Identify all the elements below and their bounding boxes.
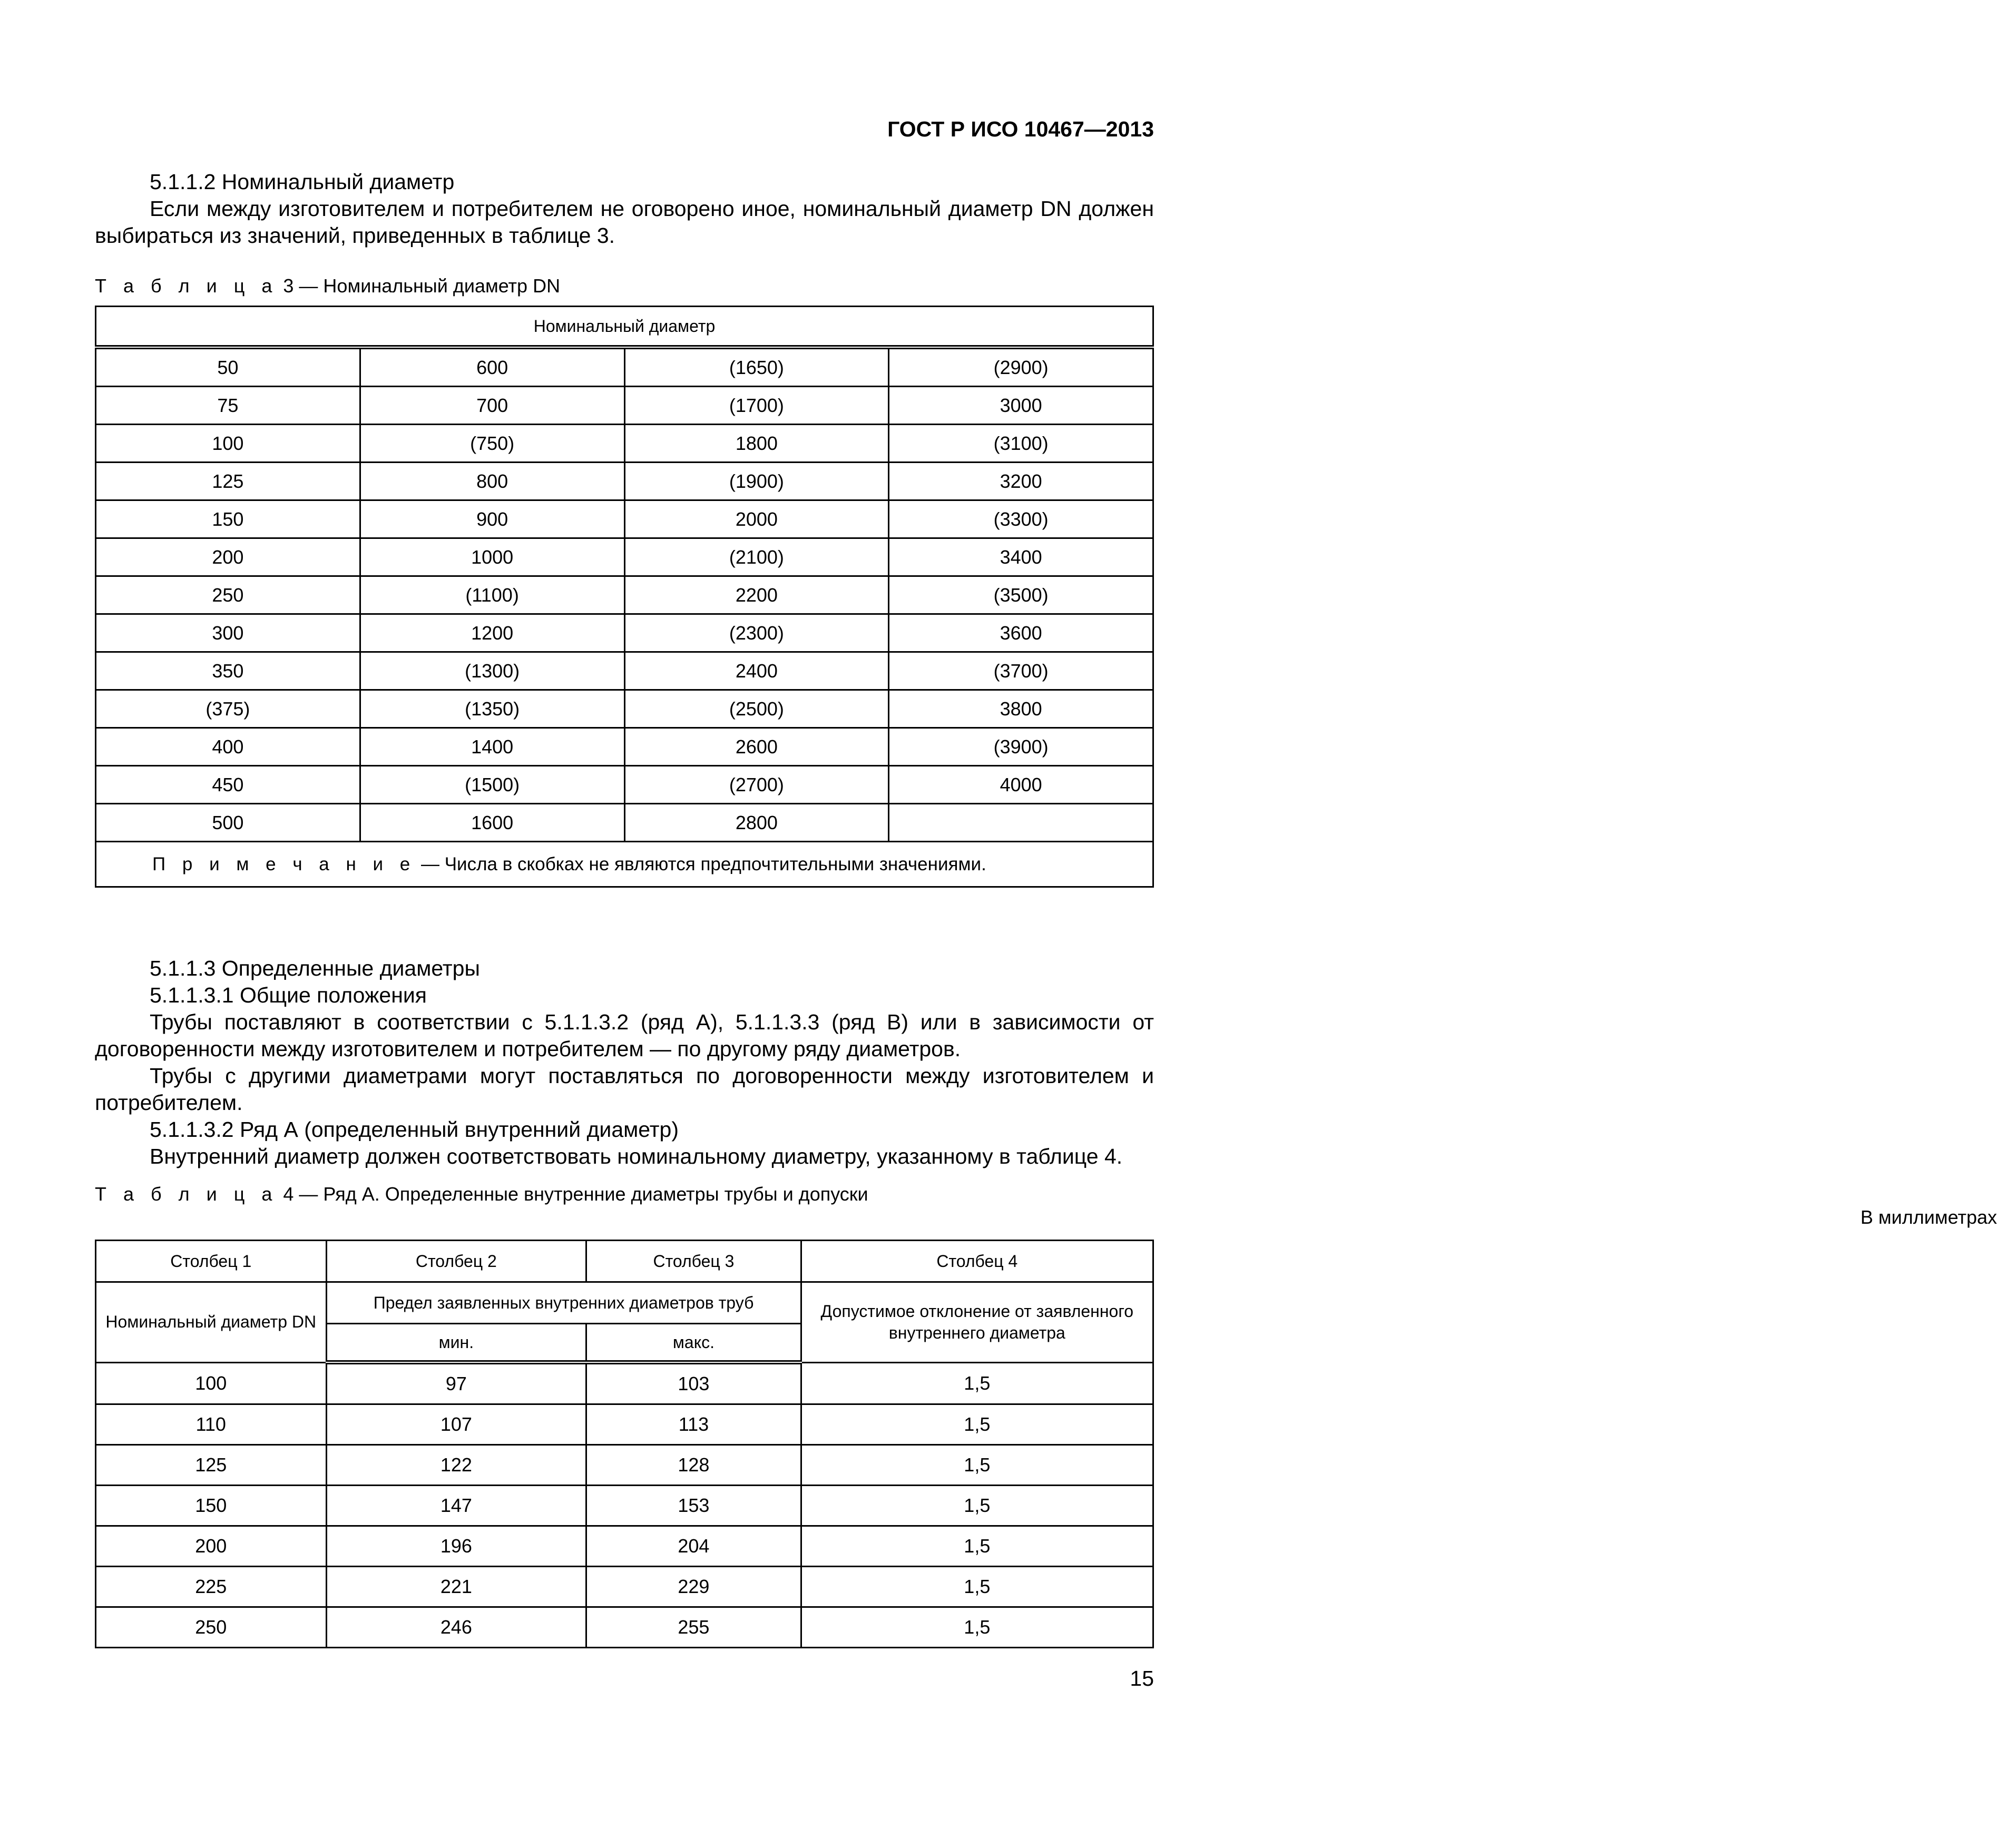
table-cell: 2800 (624, 804, 889, 842)
table-cell: (1500) (360, 766, 624, 804)
paragraph: Если между изготовителем и потребителем не оговорено иное, номинальный диаметр DN должен выбираться из значений, приведенных в таблице 3. (95, 196, 1154, 248)
table-cell: 1,5 (801, 1362, 1153, 1404)
table-row (96, 728, 1153, 766)
table-cell: 200 (96, 1526, 327, 1567)
table-cell: 150 (96, 1486, 327, 1526)
section-5-1-1-2 (95, 169, 1154, 249)
table-3 (95, 306, 1154, 888)
document-id: ГОСТ Р ИСО 10467—2013 (887, 117, 1154, 141)
table-cell: 100 (96, 1362, 327, 1404)
column-header: Столбец 2 (326, 1241, 586, 1282)
table-cell: 107 (326, 1404, 586, 1445)
table-cell: 300 (96, 614, 360, 652)
table-cell: 250 (96, 576, 360, 614)
table-row (96, 652, 1153, 690)
table-cell: 125 (96, 1445, 327, 1486)
table-cell: (1700) (624, 387, 889, 425)
table-cell: 1,5 (801, 1404, 1153, 1445)
table-cell: 97 (326, 1362, 586, 1404)
table-cell: 800 (360, 463, 624, 500)
table-4-body (96, 1241, 1153, 1648)
table-cell: (2100) (624, 538, 889, 576)
table-cell: 221 (326, 1567, 586, 1607)
note-label: П р и м е ч а н и е (152, 853, 416, 874)
column-header: Столбец 4 (801, 1241, 1153, 1282)
paragraph: Трубы с другими диаметрами могут поставляться по договоренности между изготовителем и потребителем. (95, 1064, 1154, 1115)
table-cell: 75 (96, 387, 360, 425)
table-cell: 3200 (889, 463, 1153, 500)
table-cell: (3900) (889, 728, 1153, 766)
table-cell: (2900) (889, 347, 1153, 387)
table-cell: (1650) (624, 347, 889, 387)
max-header: макс. (586, 1324, 801, 1363)
table-cell: (1300) (360, 652, 624, 690)
table-row (96, 425, 1153, 463)
table-row (96, 804, 1153, 842)
table-cell: 1,5 (801, 1445, 1153, 1486)
section-heading: 5.1.1.3 Определенные диаметры (150, 956, 480, 980)
table-cell (889, 804, 1153, 842)
caption-label: Т а б л и ц а (95, 1183, 278, 1205)
table-cell: 2200 (624, 576, 889, 614)
table-cell: 103 (586, 1362, 801, 1404)
table-cell: 2000 (624, 500, 889, 538)
table-row (96, 1445, 1153, 1486)
table-cell: 500 (96, 804, 360, 842)
table-cell: 125 (96, 463, 360, 500)
table-4-caption (95, 1183, 868, 1205)
caption-label: Т а б л и ц а (95, 275, 278, 297)
table-cell: (3700) (889, 652, 1153, 690)
table-row (96, 1404, 1153, 1445)
table-3-caption (95, 275, 560, 297)
diameter-range-header: Предел заявленных внутренних диаметров труб (326, 1282, 801, 1324)
table-cell: 1000 (360, 538, 624, 576)
table-cell: (375) (96, 690, 360, 728)
table-cell: 3800 (889, 690, 1153, 728)
table-cell: 246 (326, 1607, 586, 1648)
subsection-heading: 5.1.1.3.2 Ряд А (определенный внутренний диаметр) (150, 1117, 679, 1142)
table-cell: 3600 (889, 614, 1153, 652)
table-cell: 1400 (360, 728, 624, 766)
table-cell: 400 (96, 728, 360, 766)
column-header: Столбец 1 (96, 1241, 327, 1282)
table-cell: 200 (96, 538, 360, 576)
table-cell: 1600 (360, 804, 624, 842)
table-cell: 153 (586, 1486, 801, 1526)
table-row (96, 1486, 1153, 1526)
table-row (96, 500, 1153, 538)
table-cell: 1,5 (801, 1567, 1153, 1607)
table-cell: 113 (586, 1404, 801, 1445)
table-header-cell: Номинальный диаметр (96, 307, 1153, 348)
table-cell: 2600 (624, 728, 889, 766)
table-cell: 1,5 (801, 1486, 1153, 1526)
table-row (96, 1526, 1153, 1567)
table-note (96, 842, 1153, 887)
min-header: мин. (326, 1324, 586, 1363)
table-row (96, 387, 1153, 425)
table-cell: 1,5 (801, 1526, 1153, 1567)
table-cell: 4000 (889, 766, 1153, 804)
table-cell: (3300) (889, 500, 1153, 538)
note-text: — Числа в скобках не являются предпочтительными значениями. (416, 853, 986, 874)
table-row (96, 538, 1153, 576)
page-number: 15 (1130, 1666, 1154, 1690)
table-cell: 700 (360, 387, 624, 425)
table-cell: 128 (586, 1445, 801, 1486)
table-3-body (96, 307, 1153, 887)
table-cell: 2400 (624, 652, 889, 690)
table-row (96, 690, 1153, 728)
table-cell: 350 (96, 652, 360, 690)
table-cell: 250 (96, 1607, 327, 1648)
table-cell: 1800 (624, 425, 889, 463)
table-cell: 225 (96, 1567, 327, 1607)
table-cell: (1900) (624, 463, 889, 500)
table-cell: 150 (96, 500, 360, 538)
table-cell: 122 (326, 1445, 586, 1486)
table-cell: 50 (96, 347, 360, 387)
paragraph: Трубы поставляют в соответствии с 5.1.1.3.2 (ряд А), 5.1.1.3.3 (ряд В) или в зависимости от договоренности между изготовителем и потребителем — по другому ряду диаметров. (95, 1010, 1154, 1061)
table-4 (95, 1240, 1154, 1648)
table-cell: (2500) (624, 690, 889, 728)
table-row (96, 463, 1153, 500)
table-note-row (96, 842, 1153, 887)
table-row (96, 1607, 1153, 1648)
units-label: В миллиметрах (1860, 1206, 1997, 1228)
table-row (96, 1567, 1153, 1607)
table-cell: 229 (586, 1567, 801, 1607)
table-header-row (96, 307, 1153, 348)
table-cell: 147 (326, 1486, 586, 1526)
caption-text: 4 — Ряд А. Определенные внутренние диаметры трубы и допуски (278, 1183, 868, 1205)
table-cell: 900 (360, 500, 624, 538)
table-row (96, 576, 1153, 614)
table-cell: 196 (326, 1526, 586, 1567)
table-cell: 3000 (889, 387, 1153, 425)
tolerance-header: Допустимое отклонение от заявленного внутреннего диаметра (801, 1282, 1153, 1363)
column-label-row (96, 1282, 1153, 1324)
section-5-1-1-3 (95, 955, 1154, 1170)
table-cell: (2700) (624, 766, 889, 804)
table-cell: 1200 (360, 614, 624, 652)
caption-text: 3 — Номинальный диаметр DN (278, 275, 561, 297)
table-cell: 100 (96, 425, 360, 463)
table-cell: (3100) (889, 425, 1153, 463)
table-cell: 204 (586, 1526, 801, 1567)
table-cell: 255 (586, 1607, 801, 1648)
table-cell: (3500) (889, 576, 1153, 614)
column-number-row (96, 1241, 1153, 1282)
table-cell: (1100) (360, 576, 624, 614)
table-row (96, 347, 1153, 387)
table-cell: 450 (96, 766, 360, 804)
subsection-heading: 5.1.1.3.1 Общие положения (150, 983, 427, 1007)
section-heading: 5.1.1.2 Номинальный диаметр (150, 170, 455, 194)
table-cell: 3400 (889, 538, 1153, 576)
table-cell: (1350) (360, 690, 624, 728)
table-cell: 110 (96, 1404, 327, 1445)
table-cell: (2300) (624, 614, 889, 652)
table-cell: 1,5 (801, 1607, 1153, 1648)
table-row (96, 1362, 1153, 1404)
table-cell: 600 (360, 347, 624, 387)
paragraph: Внутренний диаметр должен соответствовать номинальному диаметру, указанному в таблице 4. (150, 1144, 1123, 1168)
table-row (96, 614, 1153, 652)
dn-header: Номинальный диаметр DN (96, 1282, 327, 1363)
table-row (96, 766, 1153, 804)
column-header: Столбец 3 (586, 1241, 801, 1282)
table-cell: (750) (360, 425, 624, 463)
